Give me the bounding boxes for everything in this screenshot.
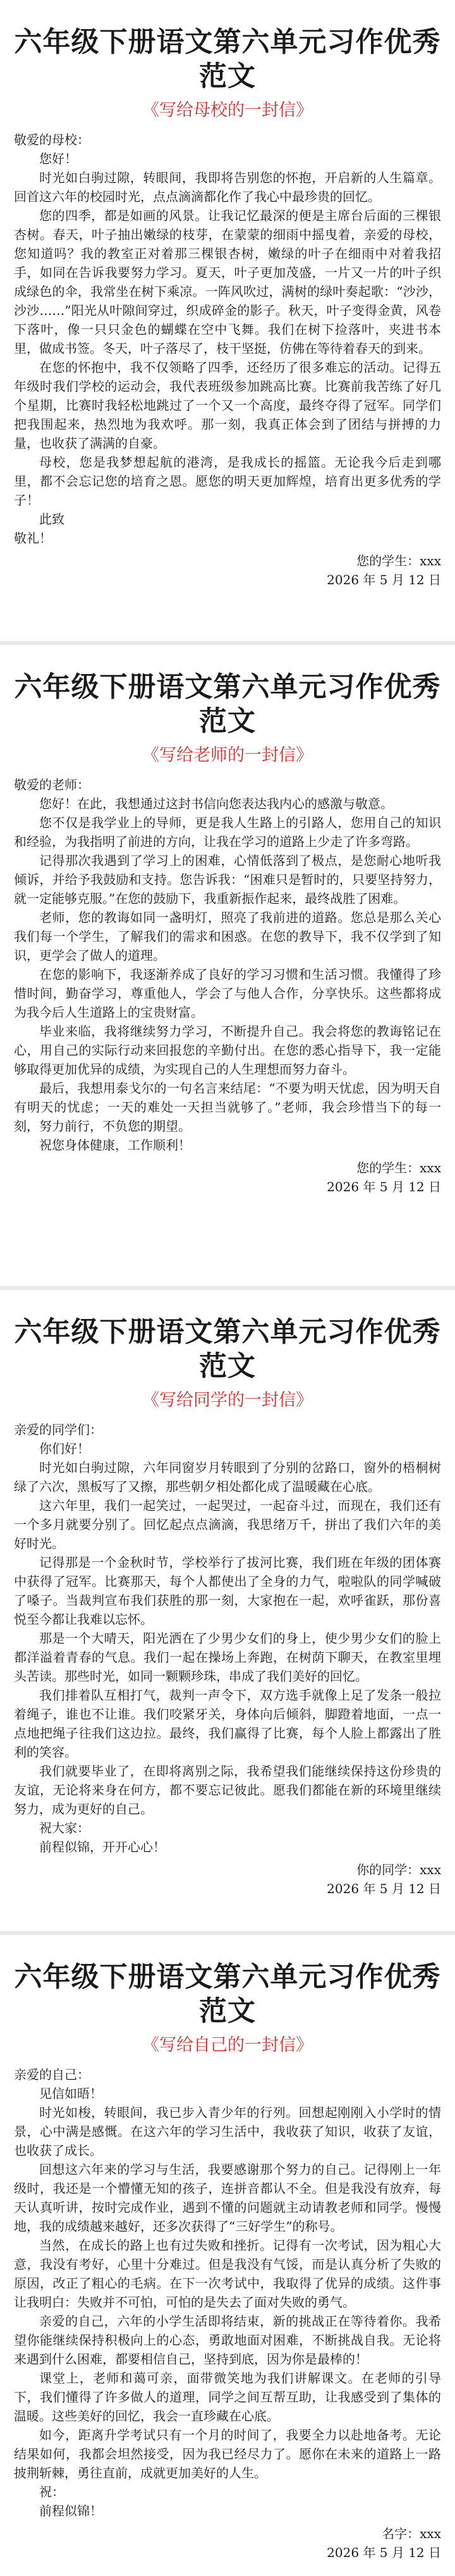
paragraph: 你们好！ <box>39 1441 90 1456</box>
closing-line: 此致 <box>39 512 64 527</box>
paragraph: 在您的影响下，我逐渐养成了良好的学习习惯和生活习惯。我懂得了珍惜时间，勤奋学习，尊重他人，学会了与他人合作，分享快乐。这些都将成为我今后人生道路上的宝贵财富。 <box>14 967 441 1020</box>
paragraph: 在您的怀抱中，我不仅领略了四季，还经历了很多难忘的活动。记得五年级时我们学校的运动会，我代表班级参加跳高比赛。比赛前我苦练了好几个星期，比赛时我轻松地跳过了一个又一个高度，最终夺得了冠军。同学们把我围起来，热烈地为我欢呼。那一刻，我真正体会到了团结与拼搏的力量，也收获了满满的自豪。 <box>14 360 441 451</box>
paragraph: 回想这六年来的学习与生活，我要感谢那个努力的自己。记得刚上一年级时，我还是一个懵懂无知的孩子，连拼音都认不全。但是我没有放弃，每天认真听讲，按时完成作业，遇到不懂的问题就主动请教老师和同学。慢慢地，我的成绩越来越好，还多次获得了“三好学生”的称号。 <box>14 2162 441 2234</box>
letter-date: 2026 年 5 月 12 日 <box>327 572 441 587</box>
paragraph: 记得那是一个金秋时节，学校举行了拔河比赛，我们班在年级的团体赛中获得了冠军。比赛那天，每个人都使出了全身的力气，啦啦队的同学喊破了嗓子。当裁判宣布我们获胜的那一刻，大家抱在一起，欢呼雀跃，那份喜悦至今都让我难以忘怀。 <box>14 1555 441 1627</box>
letter-subtitle: 《写给老师的一封信》 <box>142 745 313 765</box>
letter-date: 2026 年 5 月 12 日 <box>327 2545 441 2560</box>
letter-greeting: 亲爱的同学们： <box>14 1422 102 1437</box>
letter-date: 2026 年 5 月 12 日 <box>327 1881 441 1896</box>
paragraph: 老师，您的教诲如同一盏明灯，照亮了我前进的道路。您总是那么关心我们每一个学生，了解我们的需求和困惑。在您的教导下，我不仅学到了知识，更学会了做人的道理。 <box>14 910 441 963</box>
paragraph: 亲爱的自己，六年的小学生活即将结束，新的挑战正在等待着你。我希望你能继续保持积极向上的心态，勇敢地面对困难，不断挑战自我。无论将来遇到什么困难，都要相信自己，坚持到底，因为你是最棒的！ <box>14 2314 441 2367</box>
page-title: 六年级下册语文第六单元习作优秀范文 <box>14 26 441 92</box>
signature: 你的同学：xxx <box>356 1862 441 1877</box>
paragraph: 那是一个大晴天，阳光洒在了少男少女们的身上，使少男少女们的脸上都洋溢着青春的气息。我们一起在操场上奔跑，在树荫下聊天，在教室里埋头苦读。那些时光，如同一颗颗珍珠，串成了我们美好的回忆。 <box>14 1631 441 1684</box>
paragraph: 毕业来临，我将继续努力学习，不断提升自己。我会将您的教诲铭记在心，用自己的实际行动来回报您的辛勤付出。在您的悉心指导下，我一定能够取得更加优异的成绩，为实现自己的人生理想而努力奋斗。 <box>14 1024 441 1077</box>
letter-greeting: 敬爱的老师： <box>14 777 90 792</box>
paragraph: 前程似锦！ <box>39 2503 102 2518</box>
paragraph: 您不仅是我学业上的导师，更是我人生路上的引路人，您用自己的知识和经验，为我指明了前进的方向，让我在学习的道路上少走了许多弯路。 <box>14 815 441 849</box>
letter-subtitle: 《写给同学的一封信》 <box>142 1390 313 1410</box>
paragraph: 祝您身体健康，工作顺利！ <box>39 1138 191 1153</box>
letter-to-self <box>0 1935 455 2576</box>
paragraph: 祝大家： <box>39 1820 90 1836</box>
paragraph: 这六年里，我们一起笑过，一起哭过，一起奋斗过，而现在，我们还有一个多月就要分别了。回忆起点点滴滴，我思绪万千，拼出了我们六年的美好时光。 <box>14 1498 441 1551</box>
letter-body <box>14 1439 441 1856</box>
paragraph: 您好！在此，我想通过这封书信向您表达我内心的感激与敬意。 <box>39 796 393 811</box>
paragraph: 记得那次我遇到了学习上的困难，心情低落到了极点，是您耐心地听我倾诉，并给予我鼓励和支持。您告诉我：“困难只是暂时的，只要坚持努力，就一定能够克服。”在您的鼓励下，我重新振作起来，最终战胜了困难。 <box>14 853 441 906</box>
letter-body <box>14 794 441 1155</box>
page-title: 六年级下册语文第六单元习作优秀范文 <box>14 671 441 737</box>
paragraph: 我们就要毕业了，在即将离别之际，我希望我们能继续保持这份珍贵的友谊，无论将来身在何方，都不要忘记彼此。愿我们都能在新的环境里继续努力，成为更好的自己。 <box>14 1763 441 1817</box>
signature: 名字：xxx <box>382 2526 441 2541</box>
page-title: 六年级下册语文第六单元习作优秀范文 <box>14 1316 441 1382</box>
paragraph: 我们排着队互相打气，裁判一声令下，双方选手就像上足了发条一般拉着绳子，谁也不让谁。我们咬紧牙关，身体向后倾斜，脚蹬着地面，一点一点地把绳子往我们这边拉。最终，我们赢得了比赛，每个人脸上都露出了胜利的笑容。 <box>14 1688 441 1760</box>
closing-line: 敬礼！ <box>14 531 52 546</box>
letter-greeting: 亲爱的自己： <box>14 2067 90 2082</box>
paragraph: 您好！ <box>39 151 77 166</box>
paragraph: 如今，距离升学考试只有一个月的时间了，我要全力以赴地备考。无论结果如何，我都会坦然接受，因为我已经尽力了。愿你在未来的道路上一路披荆斩棘，勇往直前，成就更加美好的人生。 <box>14 2427 441 2481</box>
paragraph: 时光如梭，转眼间，我已步入青少年的行列。回想起刚刚入小学时的情景，心中满是感慨。在这六年的学习生活中，我收获了知识，收获了友谊，也收获了成长。 <box>14 2105 441 2158</box>
paragraph: 时光如白驹过隙，六年同窗岁月转眼到了分别的岔路口，窗外的梧桐树绿了六次，黑板写了又擦，那些朝夕相处都化成了温暖藏在心底。 <box>14 1460 441 1494</box>
letter-body <box>14 2084 441 2520</box>
paragraph: 前程似锦，开开心心！ <box>39 1839 166 1855</box>
paragraph: 时光如白驹过隙，转眼间，我即将告别您的怀抱，开启新的人生篇章。回首这六年的校园时光，点点滴滴都化作了我心中最珍贵的回忆。 <box>14 170 441 204</box>
paragraph: 当然，在成长的路上也有过失败和挫折。记得有一次考试，因为粗心大意，我没有考好，心里十分难过。但是我没有气馁，而是认真分析了失败的原因，改正了粗心的毛病。在下一次考试中，我取得了优异的成绩。这件事让我明白：失败并不可怕，可怕的是失去了面对失败的勇气。 <box>14 2238 441 2310</box>
paragraph: 课堂上，老师和蔼可亲，面带微笑地为我们讲解课文。在老师的引导下，我们懂得了许多做人的道理，同学之间互帮互助，让我感受到了集体的温暖。这些美好的回忆，我会一直珍藏在心底。 <box>14 2371 441 2424</box>
paragraph: 您的四季，都是如画的风景。让我记忆最深的便是主席台后面的三棵银杏树。春天，叶子抽出嫩绿的枝芽，在蒙蒙的细雨中摇曳着，亲爱的母校，您知道吗？我的教室正对着那三棵银杏树，嫩绿的叶子在细雨中对着我招手，如同在告诉我要努力学习。夏天，叶子更加茂盛，一片又一片的叶子织成绿色的伞，我常坐在树下乘凉。一阵风吹过，满树的绿叶奏起歌：“沙沙，沙沙……”阳光从叶隙间穿过，织成碎金的影子。秋天，叶子变得金黄，风卷下落叶，像一只只金色的蝴蝶在空中飞舞。我们在树下捡落叶，夹进书本里，做成书签。冬天，叶子落尽了，枝干坚挺，仿佛在等待着春天的到来。 <box>14 208 441 356</box>
letter-subtitle: 《写给母校的一封信》 <box>142 101 313 120</box>
paragraph: 见信如晤！ <box>39 2086 102 2101</box>
letter-to-teacher <box>0 645 455 1286</box>
letter-to-classmates <box>0 1290 455 1931</box>
letter-greeting: 敬爱的母校： <box>14 132 90 147</box>
letter-body <box>14 149 441 510</box>
paragraph: 母校，您是我梦想起航的港湾，是我成长的摇篮。无论我今后走到哪里，都不会忘记您的培育之恩。愿您的明天更加辉煌，培育出更多优秀的学子！ <box>14 455 441 508</box>
page-title: 六年级下册语文第六单元习作优秀范文 <box>14 1961 441 2027</box>
paragraph: 最后，我想用泰戈尔的一句名言来结尾：“不要为明天忧虑，因为明天自有明天的忧虑；一天的难处一天担当就够了。”老师，我会珍惜当下的每一刻，努力前行，不负您的期望。 <box>14 1081 441 1134</box>
letter-date: 2026 年 5 月 12 日 <box>327 1179 441 1194</box>
letter-to-school <box>0 0 455 641</box>
signature: 您的学生：xxx <box>356 1160 441 1175</box>
signature: 您的学生：xxx <box>356 553 441 568</box>
paragraph: 祝： <box>39 2484 64 2499</box>
letter-subtitle: 《写给自己的一封信》 <box>142 2035 313 2055</box>
